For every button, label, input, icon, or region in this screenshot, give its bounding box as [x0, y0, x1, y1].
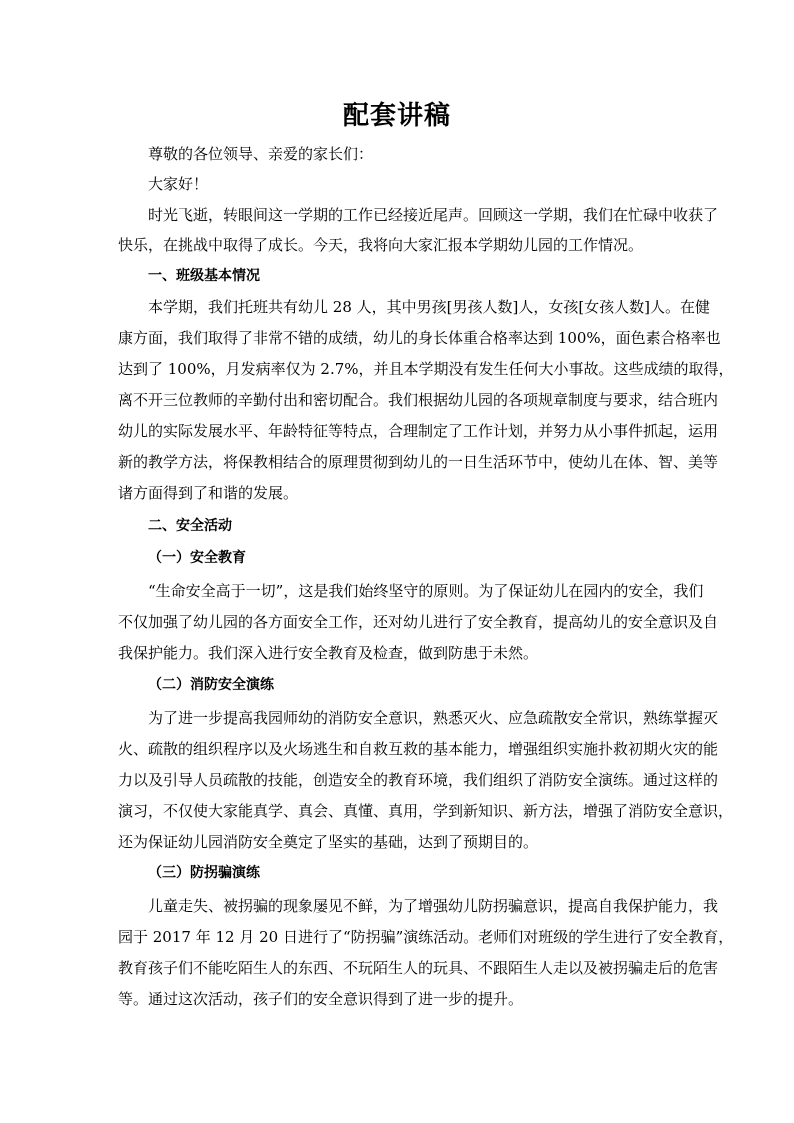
paragraph-line: 快乐，在挑战中取得了成长。今天，我将向大家汇报本学期幼儿园的工作情况。 [118, 236, 644, 254]
document-title: 配套讲稿 [342, 101, 451, 131]
greeting-line: 尊敬的各位领导、亲爱的家长们： [148, 145, 374, 163]
paragraph-line: 新的教学方法，将保教相结合的原理贯彻到幼儿的一日生活环节中，使幼儿在体、智、美等 [118, 453, 719, 471]
paragraph-line: 我保护能力。我们深入进行安全教育及检查，做到防患于未然。 [118, 644, 539, 662]
section-heading: 一、班级基本情况 [148, 268, 260, 284]
paragraph-line: 诸方面得到了和谐的发展。 [118, 484, 299, 502]
hello-line: 大家好！ [148, 175, 209, 193]
paragraph-line: 康方面，我们取得了非常不错的成绩，幼儿的身长体重合格率达到 100%，面色素合格率也 [118, 329, 721, 347]
paragraph-line: 等。通过这次活动，孩子们的安全意识得到了进一步的提升。 [118, 990, 524, 1008]
paragraph-line: 园于 2017 年 12 月 20 日进行了“防拐骗”演练活动。老师们对班级的学生进行了安全教育， [118, 928, 734, 946]
subsection-heading: （一）安全教育 [148, 550, 246, 566]
paragraph-line: 达到了 100%，月发病率仅为 2.7%，并且本学期没有发生任何大小事故。这些成绩的取得， [118, 360, 734, 378]
paragraph-line: 力以及引导人员疏散的技能，创造安全的教育环境，我们组织了消防安全演练。通过这样的 [118, 771, 719, 789]
paragraph-line: 本学期，我们托班共有幼儿 28 人，其中男孩[男孩人数]人，女孩[女孩人数]人。在健 [148, 298, 711, 316]
paragraph-line: 不仅加强了幼儿园的各方面安全工作，还对幼儿进行了安全教育，提高幼儿的安全意识及自 [118, 613, 719, 631]
paragraph-line: 教育孩子们不能吃陌生人的东西、不玩陌生人的玩具、不跟陌生人走以及被拐骗走后的危害 [118, 959, 719, 977]
paragraph-line: 幼儿的实际发展水平、年龄特征等特点，合理制定了工作计划，并努力从小事件抓起，运用 [118, 422, 719, 440]
paragraph-line: 演习，不仅使大家能真学、真会、真懂、真用，学到新知识、新方法，增强了消防安全意识， [118, 802, 734, 820]
paragraph-line: 时光飞逝，转眼间这一学期的工作已经接近尾声。回顾这一学期，我们在忙碌中收获了 [148, 206, 719, 224]
paragraph-line: 火、疏散的组织程序以及火场逃生和自救互救的基本能力，增强组织实施扑救初期火灾的能 [118, 740, 719, 758]
paragraph-line: 离不开三位教师的辛勤付出和密切配合。我们根据幼儿园的各项规章制度与要求，结合班内 [118, 391, 719, 409]
paragraph-line: 为了进一步提高我园师幼的消防安全意识，熟悉灭火、应急疏散安全常识，熟练掌握灭 [148, 709, 719, 727]
section-heading: 二、安全活动 [148, 518, 232, 534]
subsection-heading: （二）消防安全演练 [148, 677, 274, 693]
paragraph-line: 儿童走失、被拐骗的现象屡见不鲜，为了增强幼儿防拐骗意识，提高自我保护能力，我 [148, 897, 719, 915]
subsection-heading: （三）防拐骗演练 [148, 865, 260, 881]
paragraph-line: 还为保证幼儿园消防安全奠定了坚实的基础，达到了预期目的。 [118, 833, 539, 851]
paragraph-line: “生命安全高于一切”，这是我们始终坚守的原则。为了保证幼儿在园内的安全，我们 [148, 582, 704, 600]
